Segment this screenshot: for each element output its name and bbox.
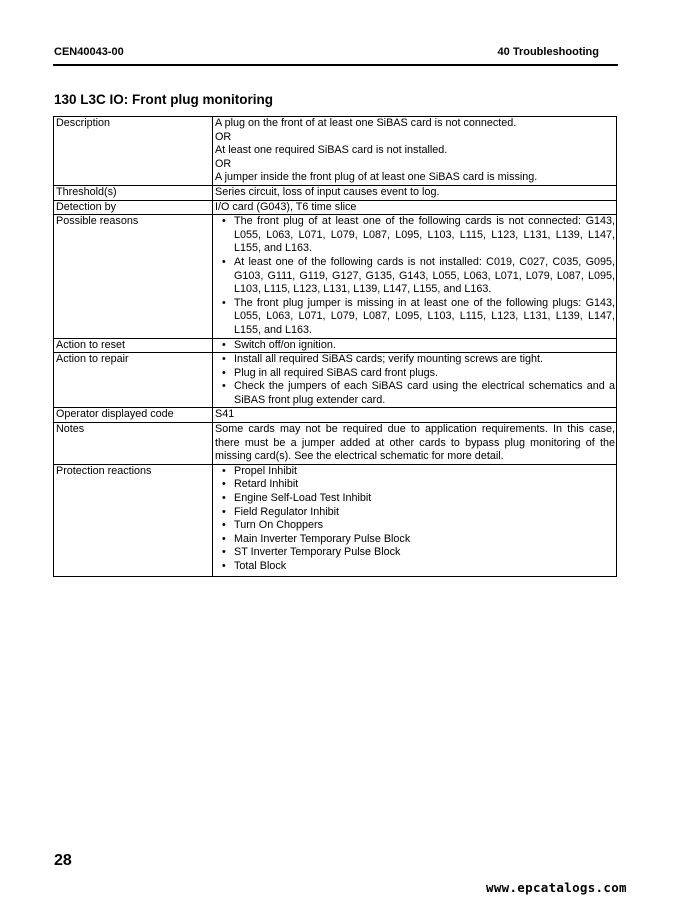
section-name: 40 Troubleshooting — [497, 46, 599, 58]
description-line: A plug on the front of at least one SiBAS card is not connected. — [215, 117, 517, 129]
watermark: www.epcatalogs.com — [486, 880, 627, 895]
list-item: • Check the jumpers of each SiBAS card using the electrical schematics and a SiBAS front plug extender card. — [234, 380, 615, 407]
troubleshooting-table — [53, 116, 617, 577]
description-line: OR — [215, 157, 232, 170]
row-value — [213, 353, 617, 408]
table-row-possible-reasons — [54, 215, 617, 338]
row-label: Operator displayed code — [54, 408, 213, 423]
page-title: 130 L3C IO: Front plug monitoring — [54, 92, 273, 107]
row-value — [213, 215, 617, 338]
row-label: Action to reset — [54, 338, 213, 353]
table-row-action-reset — [54, 338, 617, 353]
row-value: I/O card (G043), T6 time slice — [213, 200, 617, 215]
table-row-notes — [54, 423, 617, 465]
list-item: • Propel Inhibit — [234, 465, 615, 479]
bullet-list — [215, 353, 615, 407]
table-row-thresholds — [54, 185, 617, 200]
description-line: A jumper inside the front plug of at least one SiBAS card is missing. — [215, 171, 538, 184]
row-label: Description — [54, 117, 213, 186]
list-item: • Engine Self-Load Test Inhibit — [234, 492, 615, 506]
row-value: Some cards may not be required due to application requirements. In this case, there must be a jumper added at other cards to bypass plug monitoring of the missing card(s). See the electrical schematic for more detail. — [213, 423, 617, 465]
list-item: • Install all required SiBAS cards; verify mounting screws are tight. — [234, 353, 615, 367]
list-item: • ST Inverter Temporary Pulse Block — [234, 546, 615, 560]
row-value: S41 — [213, 408, 617, 423]
table-row-description — [54, 117, 617, 186]
row-label: Possible reasons — [54, 215, 213, 338]
row-label: Action to repair — [54, 353, 213, 408]
table-row-action-repair — [54, 353, 617, 408]
list-item: • At least one of the following cards is not installed: C019, C027, C035, G095, G103, G111, G119, G127, G135, G143, L055, L063, L071, L079, L087, L095, L103, L115, L123, L131, L139, L147, L155, and L163. — [234, 256, 615, 297]
row-label: Detection by — [54, 200, 213, 215]
description-line: OR — [215, 130, 232, 143]
header-divider — [53, 64, 618, 66]
list-item: • Plug in all required SiBAS card front plugs. — [234, 367, 615, 381]
list-item: • Turn On Choppers — [234, 519, 615, 533]
row-label: Threshold(s) — [54, 185, 213, 200]
row-value — [213, 117, 617, 186]
row-value — [213, 464, 617, 576]
description-line: At least one required SiBAS card is not installed. — [215, 144, 448, 157]
table-row-operator-code — [54, 408, 617, 423]
row-label: Protection reactions — [54, 464, 213, 576]
list-item: • Main Inverter Temporary Pulse Block — [234, 533, 615, 547]
table-row-protection — [54, 464, 617, 576]
page-number: 28 — [54, 852, 72, 869]
table-row-detection — [54, 200, 617, 215]
row-value — [213, 338, 617, 353]
document-code: CEN40043-00 — [54, 46, 124, 58]
list-item: • Field Regulator Inhibit — [234, 506, 615, 520]
list-item: • Switch off/on ignition. — [234, 339, 615, 353]
list-item: • Retard Inhibit — [234, 478, 615, 492]
row-label: Notes — [54, 423, 213, 465]
row-value: Series circuit, loss of input causes event to log. — [213, 185, 617, 200]
bullet-list — [215, 215, 615, 337]
list-item: • The front plug jumper is missing in at least one of the following plugs: G143, L055, L063, L071, L079, L087, L095, L103, L115, L123, L131, L139, L147, L155, and L163. — [234, 297, 615, 338]
bullet-list — [215, 339, 615, 353]
list-item: • Total Block — [234, 560, 615, 574]
list-item: • The front plug of at least one of the following cards is not connected: G143, L055, L063, L071, L079, L087, L095, L103, L115, L123, L131, L139, L147, L155, and L163. — [234, 215, 615, 256]
bullet-list — [215, 465, 615, 574]
